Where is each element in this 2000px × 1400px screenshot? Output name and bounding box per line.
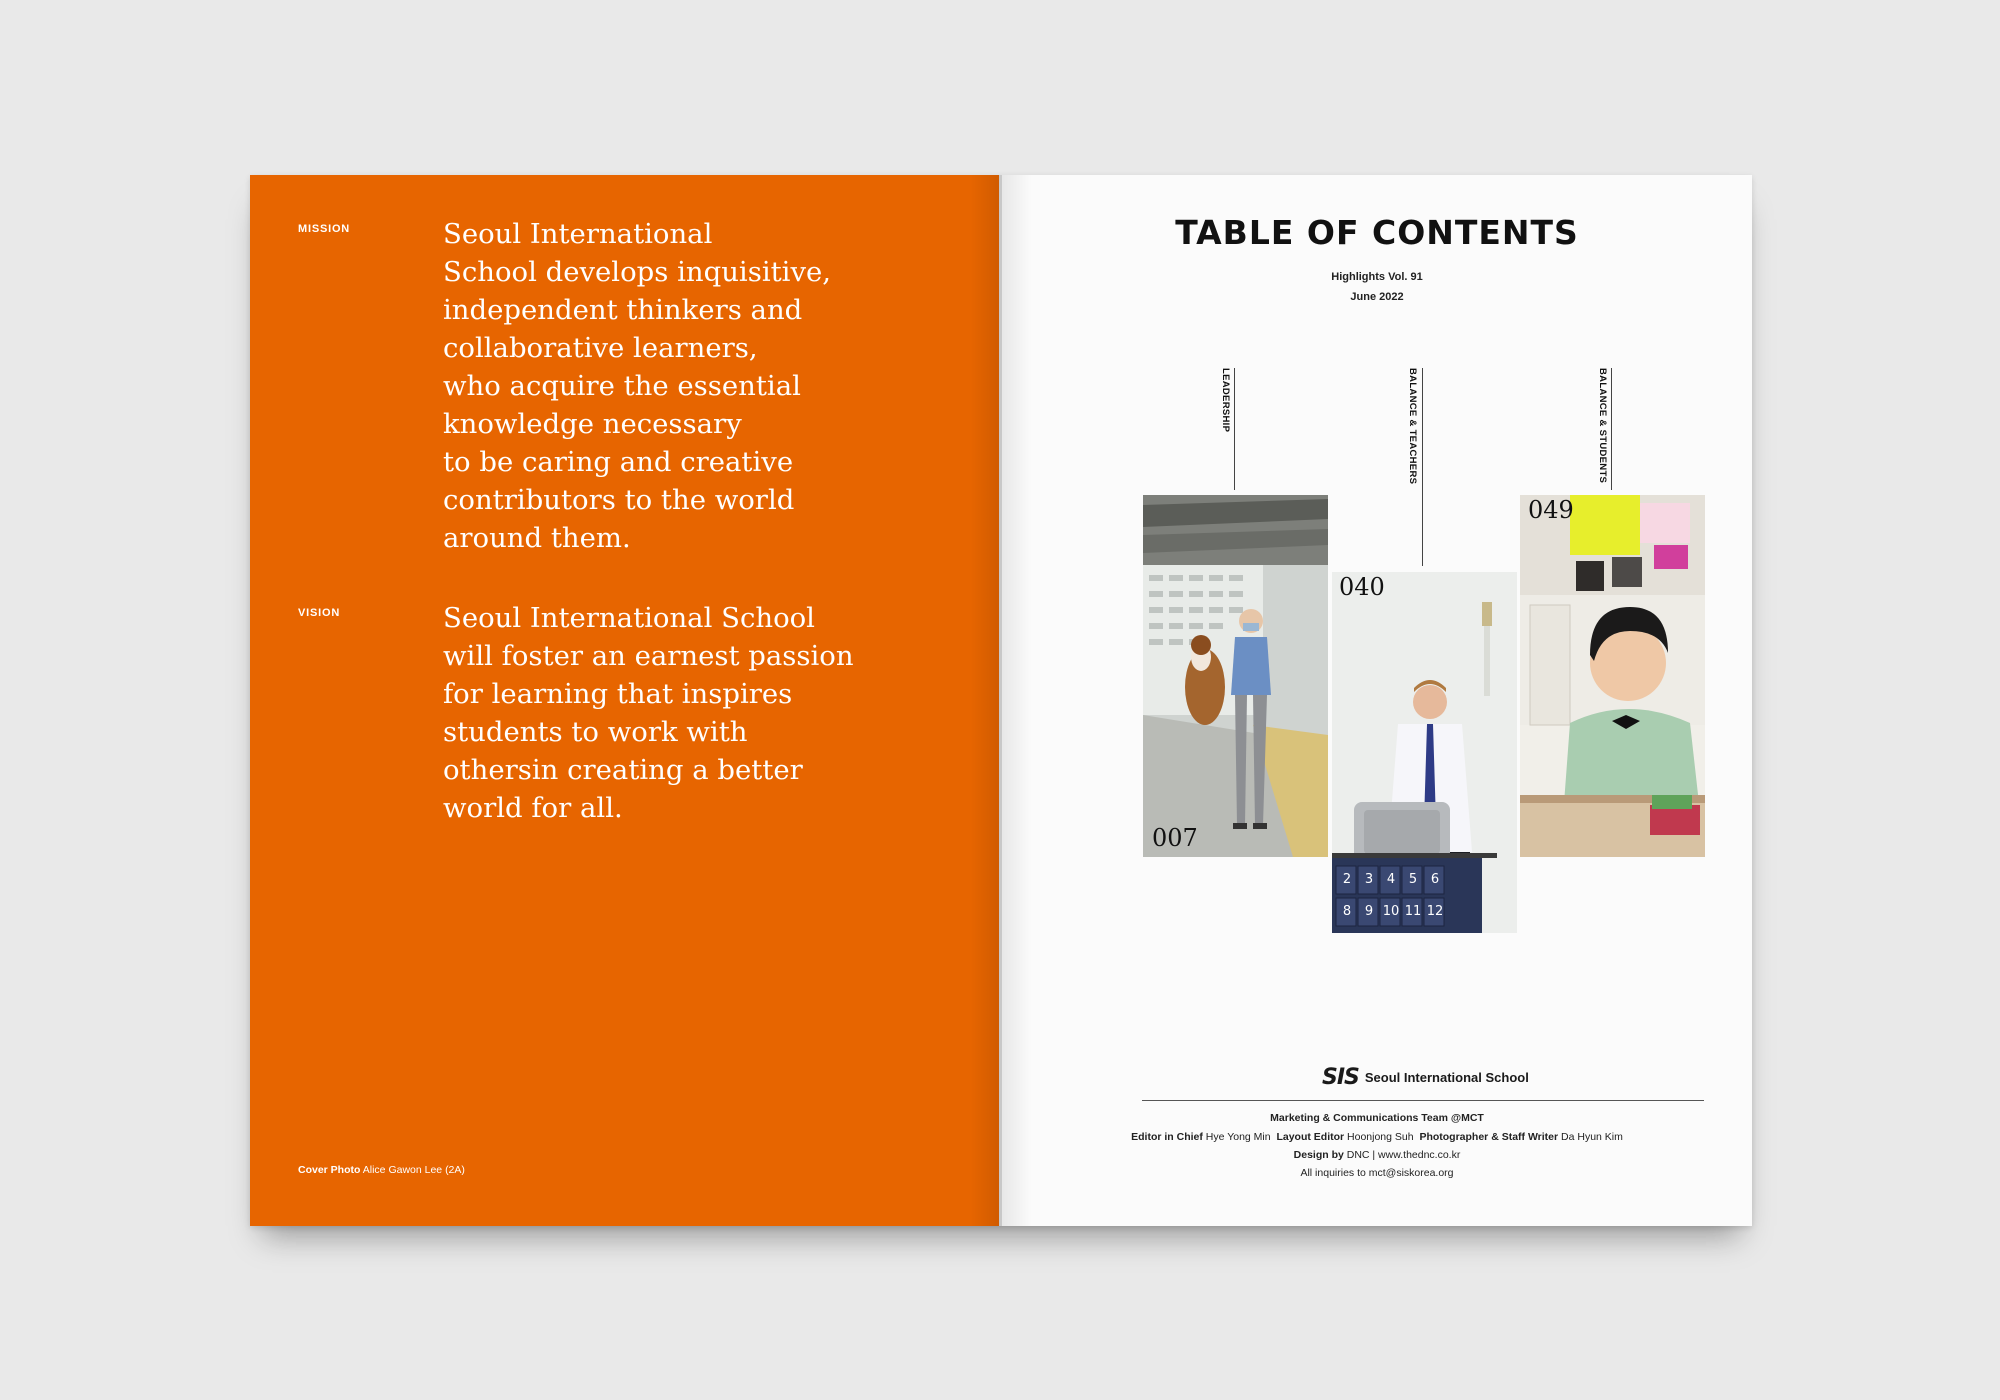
vision-label: VISION [298,607,341,619]
issue-date: June 2022 [1350,291,1404,303]
section-label-leadership: LEADERSHIP [1220,368,1231,433]
vision-statement: Seoul International School will foster an earnest passion for learning that inspires students to work with othersin creating a better world for all. [443,602,854,824]
toc-title: TABLE OF CONTENTS [1175,213,1579,252]
leadership-photo[interactable] [1143,495,1328,857]
teachers-photo[interactable] [1332,572,1517,933]
page-number-leadership: 007 [1152,824,1198,852]
calendar-pockets: 2 3 4 5 6 8 9 10 11 12 [1342,872,1444,919]
design-credit: Design by DNC | www.thednc.co.kr [1293,1149,1461,1161]
mission-label: MISSION [298,223,351,235]
mission-statement: Seoul International School develops inquisitive, independent thinkers and collaborative learners, who acquire the essential knowledge necessary to be caring and creative contributors to the world around them. [443,218,832,554]
section-label-students: BALANCE & STUDENTS [1597,368,1608,484]
page-number-students: 049 [1528,496,1574,524]
school-name: Seoul International School [1364,1070,1529,1085]
masthead-divider [1142,1100,1704,1101]
section-label-teachers: BALANCE & TEACHERS [1407,368,1418,485]
students-photo-graphic [1520,495,1705,857]
school-logo [1322,1065,1529,1090]
mission-vision-page [250,175,1000,1226]
students-photo[interactable] [1520,495,1705,857]
cover-photo-credit: Cover Photo Alice Gawon Lee (2A) [298,1164,465,1176]
team-credit: Marketing & Communications Team @MCT [1270,1112,1484,1124]
staff-credits: Editor in Chief Hye Yong Min Layout Editor Hoonjong Suh Photographer & Staff Writer Da Hyun Kim [1131,1131,1623,1143]
section-connector-leadership [1234,368,1235,490]
inquiries-contact: All inquiries to mct@siskorea.org [1300,1167,1454,1179]
magazine-spread [250,175,1752,1226]
sis-logo-mark: SIS [1322,1065,1359,1090]
table-of-contents-page [1002,175,1752,1226]
issue-volume: Highlights Vol. 91 [1331,271,1423,283]
section-connector-students [1611,368,1612,490]
leadership-photo-graphic [1143,495,1328,857]
section-connector-teachers [1422,368,1423,566]
page-number-teachers: 040 [1339,573,1385,601]
